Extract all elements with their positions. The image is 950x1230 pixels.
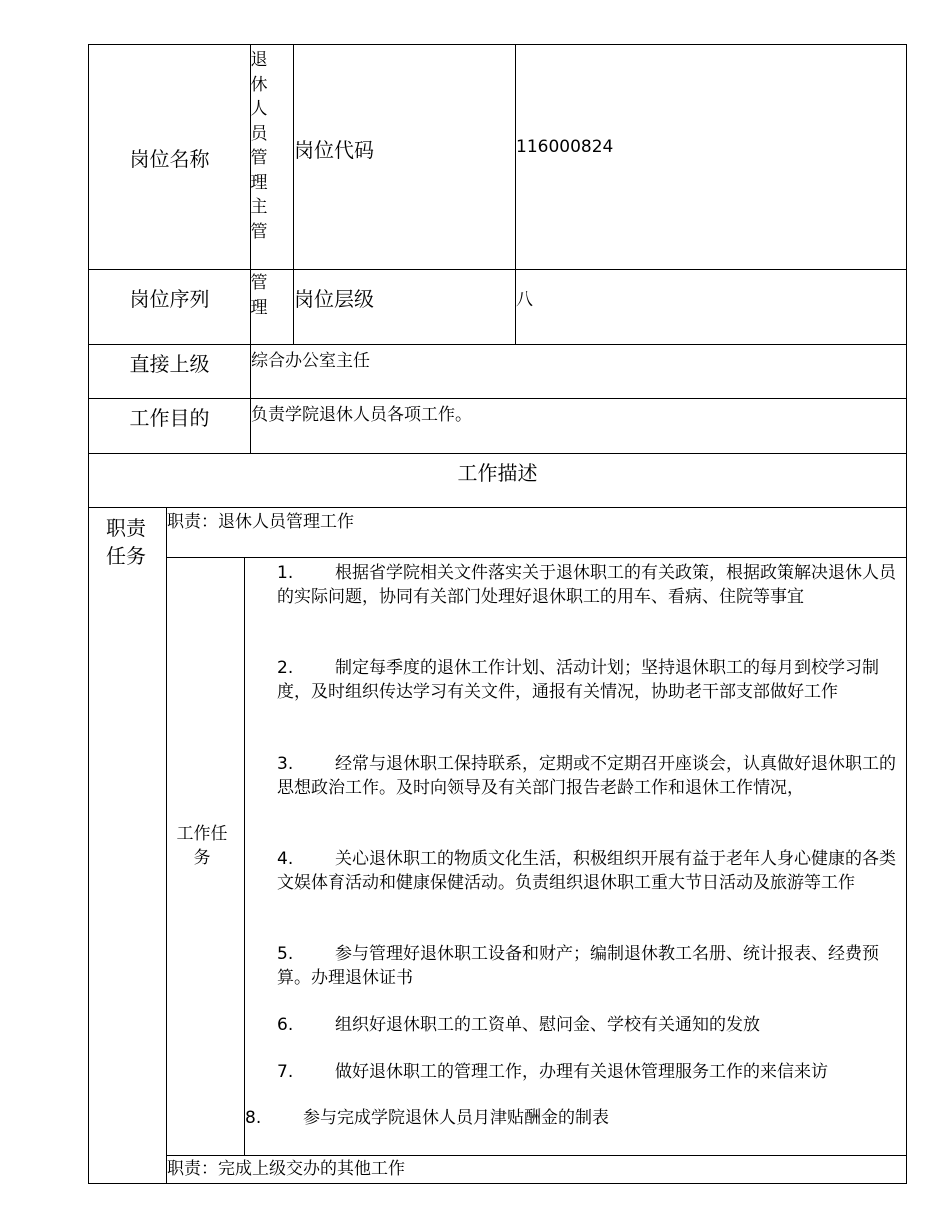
level-value: 八 bbox=[516, 289, 533, 310]
task-number: 5. bbox=[277, 944, 294, 964]
task-item-5 bbox=[277, 942, 897, 990]
work-tasks-label: 工作任务 bbox=[176, 824, 228, 868]
task-item-8 bbox=[245, 1106, 895, 1130]
task-text: 经常与退休职工保持联系，定期或不定期召开座谈会，认真做好退休职工的思想政治工作。及时向领导及有关部门报告老龄工作和退休工作情况， bbox=[277, 754, 896, 798]
superior-label: 直接上级 bbox=[129, 351, 210, 376]
task-number: 1. bbox=[277, 563, 294, 583]
task-text: 制定每季度的退休工作计划、活动计划；坚持退休职工的每月到校学习制度，及时组织传达学习有关文件，通报有关情况，协助老干部支部做好工作 bbox=[277, 658, 879, 702]
task-number: 3. bbox=[277, 754, 294, 774]
post-code-value: 116000824 bbox=[516, 137, 614, 157]
task-text: 根据省学院相关文件落实关于退休职工的有关政策，根据政策解决退休人员的实际问题，协同有关部门处理好退休职工的用车、看病、住院等事宜 bbox=[277, 563, 896, 607]
task-item-3 bbox=[277, 752, 897, 800]
post-name-value bbox=[251, 45, 293, 269]
description-title: 工作描述 bbox=[457, 460, 538, 485]
task-text: 参与完成学院退休人员月津贴酬金的制表 bbox=[303, 1108, 609, 1128]
duty-tasks-label: 职责任务 bbox=[106, 516, 146, 568]
level-label: 岗位层级 bbox=[294, 286, 374, 311]
task-item-1 bbox=[277, 561, 897, 609]
task-text: 关心退休职工的物质文化生活，积极组织开展有益于老年人身心健康的各类文娱体育活动和健康保健活动。负责组织退休职工重大节日活动及旅游等工作 bbox=[277, 849, 896, 893]
task-number: 2. bbox=[277, 658, 294, 678]
task-number: 7. bbox=[277, 1062, 294, 1082]
duty-2-title: 职责：完成上级交办的其他工作 bbox=[167, 1159, 405, 1179]
task-number: 6. bbox=[277, 1015, 294, 1035]
purpose-value: 负责学院退休人员各项工作。 bbox=[251, 405, 472, 425]
task-text: 做好退休职工的管理工作，办理有关退休管理服务工作的来信来访 bbox=[335, 1062, 828, 1082]
post-name-label: 岗位名称 bbox=[129, 146, 210, 171]
task-text: 组织好退休职工的工资单、慰问金、学校有关通知的发放 bbox=[335, 1015, 760, 1035]
sequence-text: 管理 bbox=[250, 273, 268, 318]
task-item-2 bbox=[277, 656, 897, 704]
task-item-4 bbox=[277, 847, 897, 895]
task-number: 8. bbox=[245, 1108, 262, 1128]
purpose-label: 工作目的 bbox=[129, 405, 210, 430]
duty-1-title: 职责：退休人员管理工作 bbox=[167, 512, 354, 532]
task-number: 4. bbox=[277, 849, 294, 869]
task-item-6 bbox=[277, 1013, 897, 1037]
post-name-text: 退休人员管理主管 bbox=[250, 50, 268, 242]
superior-value: 综合办公室主任 bbox=[251, 351, 370, 371]
sequence-value bbox=[251, 270, 293, 344]
task-item-7 bbox=[277, 1060, 897, 1084]
task-text: 参与管理好退休职工设备和财产；编制退休教工名册、统计报表、经费预算。办理退休证书 bbox=[277, 944, 879, 988]
post-code-label: 岗位代码 bbox=[294, 138, 374, 162]
sequence-label: 岗位序列 bbox=[129, 286, 210, 311]
